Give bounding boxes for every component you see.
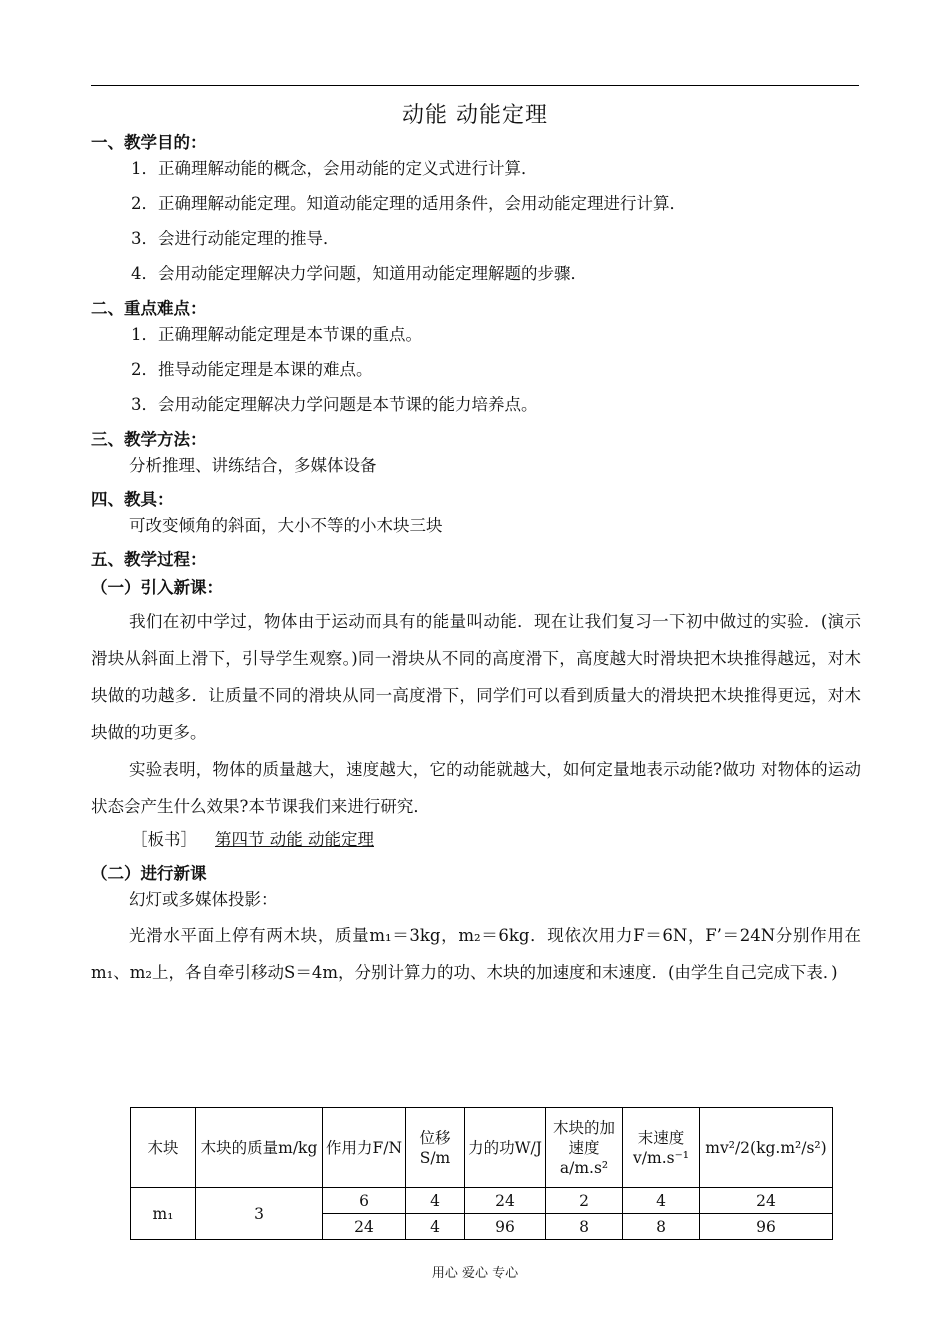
intro-paragraph-1: 我们在初中学过，物体由于运动而具有的能量叫动能．现在让我们复习一下初中做过的实验．(演示滑块从斜面上滑下，引导学生观察。)同一滑块从不同的高度滑下，高度越大时滑块把木块推得越远，对木块做的功越多．让质量不同的滑块从同一高度滑下，同学们可以看到质量大的滑块把木块推得更远，对木块做的功更多。 <box>91 612 861 742</box>
page-footer: 用心 爱心 专心 <box>431 1266 519 1281</box>
page-title: 动能 动能定理 <box>402 103 548 128</box>
table-cell: 4 <box>406 1214 465 1240</box>
document-body <box>91 126 861 991</box>
board-text: 第四节 动能 动能定理 <box>215 830 374 849</box>
block-cell: m₁ <box>131 1188 196 1240</box>
data-table <box>130 1107 833 1240</box>
problem-paragraph: 光滑水平面上停有两木块，质量m₁＝3kg，m₂＝6kg．现依次用力F＝6N，F’＝24N分别作用在m₁、m₂上，各自牵引移动S＝4m，分别计算力的功、木块的加速度和末速度．(由学生自己完成下表．) <box>91 926 861 982</box>
table-cell: 4 <box>623 1188 700 1214</box>
new-lesson-heading: （二）进行新课 <box>91 864 207 883</box>
goal-item: 4．会用动能定理解决力学问题，知道用动能定理解题的步骤． <box>131 264 587 283</box>
key-point-item: 2．推导动能定理是本课的难点。 <box>131 360 373 379</box>
method-heading: 三、教学方法： <box>91 430 207 449</box>
tools-heading: 四、教具： <box>91 490 174 509</box>
header-cell: 木块的加速度a/m.s² <box>546 1108 623 1188</box>
table-cell: 24 <box>700 1188 833 1214</box>
table-cell: 2 <box>546 1188 623 1214</box>
intro-heading: （一）引入新课： <box>91 578 223 597</box>
goal-item: 2．正确理解动能定理。知道动能定理的适用条件，会用动能定理进行计算． <box>131 194 686 213</box>
table-cell: 4 <box>406 1188 465 1214</box>
table-cell: 24 <box>323 1214 406 1240</box>
process-heading: 五、教学过程： <box>91 550 207 569</box>
key-points-heading: 二、重点难点： <box>91 299 207 318</box>
header-cell: 作用力F/N <box>323 1108 406 1188</box>
key-point-item: 1．正确理解动能定理是本节课的重点。 <box>131 325 422 344</box>
table-cell: 96 <box>465 1214 546 1240</box>
table-cell: 6 <box>323 1188 406 1214</box>
header-rule <box>91 85 859 86</box>
board-note <box>131 829 861 851</box>
slide-line: 幻灯或多媒体投影： <box>129 890 278 909</box>
mass-cell: 3 <box>196 1188 323 1240</box>
table-header-row <box>131 1108 833 1188</box>
table-cell: 96 <box>700 1214 833 1240</box>
goal-item: 1．正确理解动能的概念，会用动能的定义式进行计算． <box>131 159 538 178</box>
header-cell: 木块的质量m/kg <box>196 1108 323 1188</box>
header-cell: 木块 <box>131 1108 196 1188</box>
board-label: ［板书］ <box>131 830 197 849</box>
tools-text: 可改变倾角的斜面，大小不等的小木块三块 <box>129 516 443 535</box>
header-cell: mv²/2(kg.m²/s²) <box>700 1108 833 1188</box>
header-cell: 位移S/m <box>406 1108 465 1188</box>
intro-paragraph-2: 实验表明，物体的质量越大，速度越大，它的动能就越大，如何定量地表示动能?做功 对物体的运动状态会产生什么效果?本节课我们来进行研究． <box>91 760 861 816</box>
header-cell: 末速度v/m.s⁻¹ <box>623 1108 700 1188</box>
key-point-item: 3．会用动能定理解决力学问题是本节课的能力培养点。 <box>131 395 538 414</box>
table-row <box>131 1188 833 1214</box>
method-text: 分析推理、讲练结合，多媒体设备 <box>129 456 377 475</box>
header-cell: 力的功W/J <box>465 1108 546 1188</box>
table-cell: 8 <box>623 1214 700 1240</box>
goal-item: 3．会进行动能定理的推导． <box>131 229 340 248</box>
goals-heading: 一、教学目的： <box>91 133 207 152</box>
table-cell: 24 <box>465 1188 546 1214</box>
table-cell: 8 <box>546 1214 623 1240</box>
